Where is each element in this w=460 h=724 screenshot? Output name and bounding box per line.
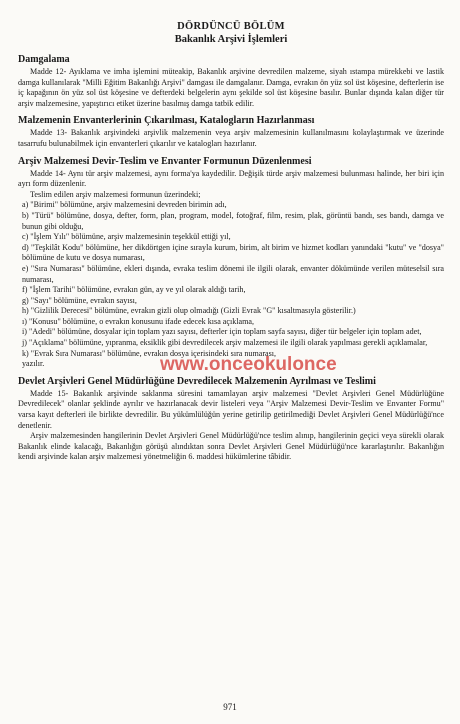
list-item: b) "Türü" bölümüne, dosya, defter, form, plan, program, model, fotoğraf, film, resim, plak, görüntü bandı, ses bandı, damga ve bunun gibi olduğu,: [22, 210, 444, 231]
article-13-paragraph: Madde 13- Bakanlık arşivindeki arşivlik malzemenin veya arşiv malzemesinin kullanılmasını kolaylaştırmak ve üzerinde tasarrufu bulunabilmek için envanterleri çıkarılır ve katalogları hazırlanır.: [18, 128, 444, 148]
section-heading-devir-teslim: Arşiv Malzemesi Devir-Teslim ve Envanter Formunun Düzenlenmesi: [18, 155, 312, 167]
list-item: g) "Sayı" bölümüne, evrakın sayısı,: [22, 295, 137, 305]
chapter-subtitle: Bakanlık Arşivi İşlemleri: [174, 34, 288, 45]
list-item: a) "Birimi" bölümüne, arşiv malzemesini devreden birimin adı,: [22, 200, 227, 210]
section-heading-devredilecek: Devlet Arşivleri Genel Müdürlüğüne Devredilecek Malzemenin Ayrılması ve Teslimi: [18, 375, 376, 387]
list-item: yazılır.: [22, 359, 45, 369]
page-number: 971: [223, 702, 237, 712]
list-item: j) "Açıklama" bölümüne, yıpranma, eksiklik gibi devredilecek arşiv malzemesi ile ilgili olarak yapılması gerekli açıklamalar,: [22, 338, 428, 348]
document-page: [18, 20, 444, 463]
list-item: i) "Adedi" bölümüne, dosyalar için toplam yazı sayısı, defterler için toplam sayfa sayısı, diğer tür belgeler için toplam adet,: [22, 327, 422, 337]
chapter-title: DÖRDÜNCÜ BÖLÜM: [177, 21, 285, 32]
list-item: f) "İşlem Tarihi" bölümüne, evrakın gün, ay ve yıl olarak aldığı tarih,: [22, 285, 246, 295]
list-item: d) "Teşkilât Kodu" bölümüne, her dikdörtgen içine sırayla kurum, birim, alt birim ve hizmet kodları yanındaki "kutu" ve "dosya" bölümüne de kutu ve dosya numarası,: [22, 242, 444, 263]
list-item: ı) "Konusu" bölümüne, o evrakın konusunu ifade edecek kısa açıklama,: [22, 316, 255, 326]
article-15-paragraph: Madde 15- Bakanlık arşivinde saklanma süresini tamamlayan arşiv malzemesi "Devlet Arşivleri Genel Müdürlüğüne Devredilecek" olanlar şeklinde ayrılır ve hazırlanacak devir listeleri veya "Arşiv Malzemesi Devir-Teslim ve Envanter Formu" varsa kayıt defterleri ile birlikte devredilir. Bu yükümlülüğün yerine getirilip getirilmediği Devlet Arşivleri Genel Müdürlüğü'nce denetlenir.: [18, 388, 444, 430]
article-14-paragraph: Madde 14- Aynı tür arşiv malzemesi, aynı forma'ya kaydedilir. Değişik türde arşiv malzemesi bulunması halinde, her biri için ayrı form düzenlenir.: [18, 168, 444, 189]
watermark-text: www.onceokulonce: [160, 354, 337, 375]
list-item: h) "Gizlilik Derecesi" bölümüne, evrakın gizli olup olmadığı (Gizli Evrak "G" kısaltmasıyla gösterilir.): [22, 306, 356, 316]
article-15-paragraph-2: Arşiv malzemesinden hangilerinin Devlet Arşivleri Genel Müdürlüğü'nce teslim alınıp, hangilerinin geçici veya sürekli olarak Bakanlık elinde kalacağı, Bakanlığın görüşü alındıktan sonra Devlet Arşivleri Genel Müdürlüğü'nce kararlaştırılır. Bakanlığın kendi arşivinde kalan arşiv malzemesi yönetmeliğin 6. maddesi hükümlerine tâbidir.: [18, 431, 444, 462]
list-item: e) "Sıra Numarası" bölümüne, ekleri dışında, evraka teslim dönemi ile ilgili olarak, envanter dökümünde verilen müteselsil sıra numarası,: [22, 263, 444, 284]
article-14-intro: Teslim edilen arşiv malzemesi formunun üzerindeki;: [30, 189, 201, 199]
list-item: k) "Evrak Sıra Numarası" bölümüne, evrakın dosya içerisindeki sıra numarası,: [22, 348, 277, 358]
list-item: c) "İşlem Yılı" bölümüne, arşiv malzemesinin teşekkül ettiği yıl,: [22, 232, 231, 242]
section-heading-envanter: Malzemenin Envanterlerinin Çıkarılması, Katalogların Hazırlanması: [18, 115, 315, 127]
article-12-paragraph: Madde 12- Ayıklama ve imha işlemini müteakip, Bakanlık arşivine devredilen malzeme, siyah ıstampa mürekkebi ve lastik damga kullanılarak "Milli Eğitim Bakanlığı Arşivi" damgası ile damgalanır. Damga, evrakın ön yüz sol üst köşesine, defterlerin ise iç kapağının ön yüz sol üst köşesine ve defterdeki belgelerin aynı şekilde sol üst köşesine basılır. Bunlar dışında kalan diğer tür arşiv malzemesine, yapıştırıcı etiket üzerine basılmış damga tatbik edilir.: [18, 67, 444, 108]
section-heading-damgalama: Damgalama: [18, 54, 70, 65]
